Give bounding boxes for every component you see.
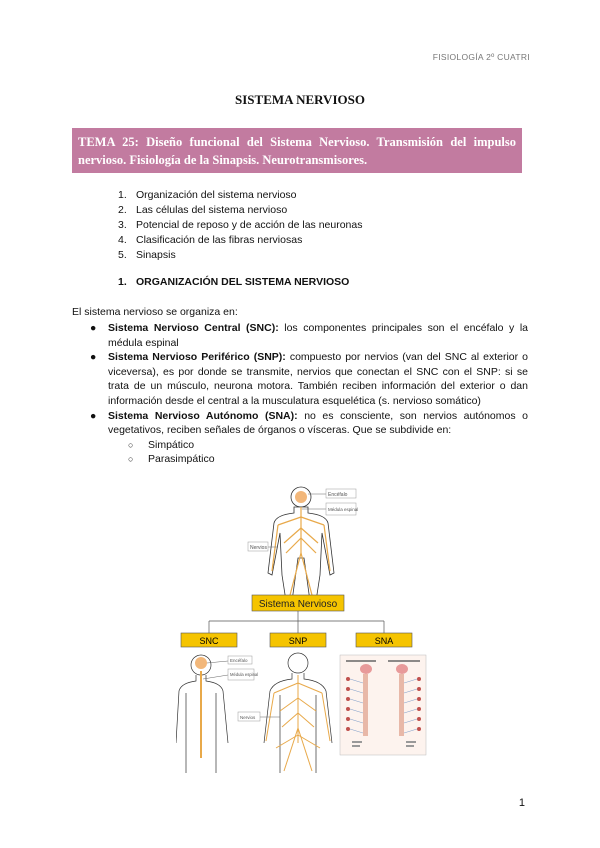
circle-bullet-icon: ○ (128, 454, 134, 465)
snc-label: SNC (199, 636, 219, 646)
bullet-icon: ● (90, 409, 97, 422)
toc-item: 1. Organización del sistema nervioso (118, 189, 297, 201)
svg-text:Encéfalo: Encéfalo (328, 492, 348, 498)
tema-banner: TEMA 25: Diseño funcional del Sistema Nervioso. Transmisión del impulso nervioso. Fisiología de la Sinapsis. Neurotransmisores. (72, 128, 522, 173)
sna-label: SNA (374, 636, 394, 646)
section-heading: 1. ORGANIZACIÓN DEL SISTEMA NERVIOSO (118, 276, 350, 288)
svg-text:Nervios: Nervios (240, 715, 256, 720)
list-item: ● Sistema Nervioso Central (SNC): los componentes principales son el encéfalo y la médula espinal (90, 322, 528, 349)
circle-bullet-icon: ○ (128, 439, 134, 450)
bullet-list (88, 321, 528, 467)
top-label-1 (308, 489, 356, 498)
brain-icon (295, 491, 307, 503)
list-item: ● Sistema Nervioso Periférico (SNP): compuesto por nervios (van del SNC al exterior o viceversa), es por donde se transmite, nervios que conectan el SNC con el SNP: si se trata de un músculo, neurona motora. También reciben información del exterior o dan información desde el central a la musculatura esquelética (s. nervioso somático) (90, 351, 528, 407)
svg-text:Médula espinal: Médula espinal (230, 672, 259, 677)
toc-item: 5. Sinapsis (118, 249, 176, 261)
bullet-icon: ● (90, 322, 97, 334)
sub-bullet-list (108, 438, 528, 467)
brain-icon (195, 657, 207, 669)
bullet-icon: ● (90, 351, 97, 364)
snc-label-2 (203, 669, 258, 680)
list-item: ● Sistema Nervioso Autónomo (SNA): no es consciente, son nervios autónomos o vegetativos, reciben señales de órganos o vísceras. Que se subdivide en: ○ Simpático ○ Parasimpático (90, 409, 528, 466)
connector-lines (209, 611, 384, 633)
svg-text:Médula espinal: Médula espinal (328, 507, 359, 512)
sna-autonomic-chart (340, 655, 426, 755)
sub-list-item: ○ Parasimpático (128, 453, 215, 466)
table-of-contents (118, 188, 362, 263)
svg-text:Encéfalo: Encéfalo (230, 658, 248, 663)
nervous-system-diagram (176, 483, 441, 773)
toc-item: 3. Potencial de reposo y de acción de las neuronas (118, 219, 363, 231)
snp-label: SNP (288, 636, 308, 646)
toc-item: 2. Las células del sistema nervioso (118, 204, 288, 216)
sub-list-item: ○ Simpático (128, 438, 195, 451)
toc-item: 4. Clasificación de las fibras nerviosas (118, 234, 303, 246)
sistema-nervioso-label: Sistema Nervioso (258, 599, 338, 610)
svg-text:Nervios: Nervios (250, 545, 267, 551)
header-subject: FISIOLOGÍA 2º CUATRI (432, 52, 530, 62)
intro-text: El sistema nervioso se organiza en: (72, 306, 238, 318)
document-title: SISTEMA NERVIOSO (235, 92, 365, 107)
snc-label-1 (207, 656, 252, 664)
page-number: 1 (518, 797, 525, 809)
